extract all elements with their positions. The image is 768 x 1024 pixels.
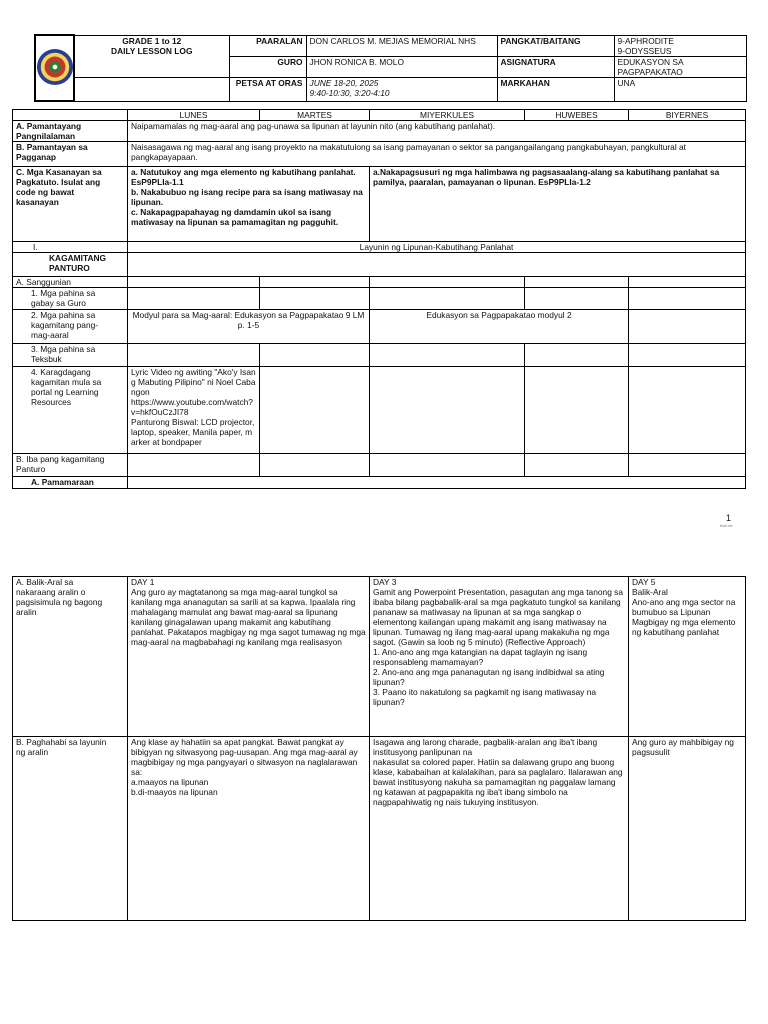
competency-1: a. Natutukoy ang mga elemento ng kabutihang panlahat. EsP9PLIa-1.1 b. Nakabubuo ng isang recipe para sa isang matiwasay na lipunan. c. Nakapagpapahayag ng damdamin ukol sa isang matiwasay na lipunan sa pamamagitan ng pagguhit. [128,167,370,242]
blank-cell [370,344,525,367]
blank-cell [629,288,746,310]
teacher-name: JHON RONICA B. MOLO [306,56,497,77]
motive-day3: Isagawa ang larong charade, pagbalik-aralan ang iba't ibang institusyong panlipunan na nakasulat sa colored paper. Hatiin sa dalawang grupo ang buong klase, kababaihan at kalalakihan, para sa paglalaro. Ilalarawan ang bawat institusyong nakuha sa pamamagitan ng paggalaw lamang ng katawan at pagpapakita ng iba't ibang simbolo na nagpapahiwatig ng nais tukuying institusyon. [370,737,629,921]
motive-day5: Ang guro ay mahbibigay ng pagsusulit [629,737,746,921]
row-label: 3. Mga pahina sa Teksbuk [13,344,128,367]
blank-cell [128,477,746,489]
row-label: A. Balik-Aral sa nakaraang aralin o pagsisimula ng bagong aralin [13,577,128,737]
blank-cell [370,277,525,288]
blank-cell [128,253,746,277]
row-label: I. [13,242,128,253]
header-table [34,34,747,102]
blank-cell [370,454,525,477]
quarter-label: MARKAHAN [497,77,614,101]
date-value: JUNE 18-20, 2025 [309,77,379,88]
school-logo [35,35,74,101]
blank-cell [128,288,260,310]
grade-text: GRADE 1 to 12 [122,35,182,46]
row-label: A. Pamamaraan [13,477,128,489]
day-header: BIYERNES [629,110,746,121]
row-label: 1. Mga pahina sa gabay sa Guro [13,288,128,310]
day-header: HUWEBES [525,110,629,121]
log-title: DAILY LESSON LOG [111,45,193,56]
blank-cell [370,288,525,310]
row-label: A. Pamantayang Pangnilalaman [13,121,128,142]
page-number: 1 [726,513,732,523]
row-label: C. Mga Kasanayan sa Pagkatuto. Isulat ang code ng bawat kasanayan [13,167,128,242]
school-seal-icon [36,48,74,86]
blank-cell [525,344,629,367]
school-label: PAARALAN [229,35,306,56]
quarter-value: UNA [614,77,746,101]
blank-cell [629,277,746,288]
blank-cell [128,344,260,367]
day-header: MARTES [260,110,370,121]
content-standard: Naipamamalas ng mag-aaral ang pag-unawa sa lipunan at layunin nito (ang kabutihang panlahat). [128,121,746,142]
page-footnote: bdd.xlv [720,523,733,528]
row-label: KAGAMITANG PANTURO [13,253,128,277]
day-header: MIYERKULES [370,110,525,121]
date-label: PETSA AT ORAS [229,77,306,101]
competency-2: a.Nakapagsusuri ng mga halimbawa ng pagsasaalang-alang sa kabutihang panlahat sa pamilya, paaralan, pamayanan o lipunan. EsP9PLIa-1.2 [370,167,746,242]
blank-cell [128,277,260,288]
review-day5: DAY 5 Balik-Aral Ano-ano ang mga sector na bumubuo sa Lipunan Magbigay ng mga elemento ng kabutihang panlahat [629,577,746,737]
section-value: 9-APHRODITE 9-ODYSSEUS [614,35,746,56]
module-reference: Edukasyon sa Pagpapakatao modyul 2 [370,310,629,344]
row-label: B. Iba pang kagamitang Panturo [13,454,128,477]
review-day1: DAY 1 Ang guro ay magtatanong sa mga mag-aaral tungkol sa kanilang mga ananagutan sa sarili at sa kapwa. Ipaalala ring mahalagang mamulat ang bawat mag-aaral sa lipunang kanilang ginagalawan upang makamit ang kabutihang panlahat. Pakatapos magbigay ng mga sagot tumawag ng mga mag-aaral na magbabahagi ng kanilang mga realisasyon [128,577,370,737]
section-label: PANGKAT/BAITANG [497,35,614,56]
blank-cell [260,344,370,367]
blank-cell [370,367,525,454]
motive-day1: Ang klase ay hahatiin sa apat pangkat. Bawat pangkat ay bibigyan ng sitwasyong pag-uusapan. Ang mga mag-aaral ay magbibigay ng mga pangyayari o sitwasyon na naglalarawan sa: a.maayos na lipunan b.di-maayos na lipunan [128,737,370,921]
teacher-label: GURO [229,56,306,77]
blank-cell [260,277,370,288]
procedure-table [12,576,746,921]
row-label: 2. Mga pahina sa kagamitang pang- mag-aaral [13,310,128,344]
date-cell [306,77,497,101]
learner-module: Modyul para sa Mag-aaral: Edukasyon sa Pagpapakatao 9 LM p. 1-5 [128,310,370,344]
subject-label: ASIGNATURA [497,56,614,77]
blank-cell [629,367,746,454]
blank-cell [260,288,370,310]
row-label: A. Sanggunian [13,277,128,288]
topic-title: Layunin ng Lipunan-Kabutihang Panlahat [128,242,746,253]
blank-cell [525,454,629,477]
time-value: 9:40-10:30, 3:20-4:10 [309,87,390,98]
lesson-table [12,109,746,489]
subject-value: EDUKASYON SA PAGPAPAKATAO [614,56,746,77]
blank-cell [260,367,370,454]
blank-cell [525,367,629,454]
blank-cell [525,288,629,310]
blank-cell [629,310,746,344]
school-name: DON CARLOS M. MEJIAS MEMORIAL NHS [306,35,497,56]
log-title-cell [74,35,229,77]
row-label: 4. Karagdagang kagamitan mula sa portal ng Learning Resources [13,367,128,454]
blank-cell [629,454,746,477]
day-header-blank [13,110,128,121]
blank-cell [629,344,746,367]
performance-standard: Naisasagawa ng mag-aaral ang isang proyekto na makatutulong sa isang pamayanan o sektor sa pangangailangang pangkabuhayan, pangkultural at pangkapayapaan. [128,142,746,167]
day-header: LUNES [128,110,260,121]
row-label: B. Paghahabi sa layunin ng aralin [13,737,128,921]
row-label: B. Pamantayan sa Pagganap [13,142,128,167]
additional-materials: Lyric Video ng awiting "Ako'y Isang Mabuting Pilipino" ni Noel Cabangon https://www.youtube.com/watch?v=hkfOuCzJI78 Panturong Biswal: LCD projector, laptop, speaker, Manila paper, marker at bondpaper [128,367,260,454]
blank-cell [525,277,629,288]
blank-cell [260,454,370,477]
blank-cell [74,77,229,101]
review-day3: DAY 3 Gamit ang Powerpoint Presentation, pasagutan ang mga tanong sa ibaba bilang pagbabalik-aral sa mga pagkatuto tungkol sa kanilang pananaw sa matiwasay na lipunan at sa mga sangkap o elementong kailangan upang makamit ang isang matiwasay na lipunan. Tumawag ng ilang mag-aaral upang makakuha ng mga sagot. (Gawin sa loob ng 5 minuto) (Reflective Approach) 1. Ano-ano ang mga katangian na dapat taglayin ng isang responsableng mamamayan? 2. Ano-ano ang mga pananagutan ng isang indibidwal sa ating lipunan? 3. Paano ito nakatulong sa pagkamit ng isang matiwasay na lipunan? [370,577,629,737]
blank-cell [128,454,260,477]
